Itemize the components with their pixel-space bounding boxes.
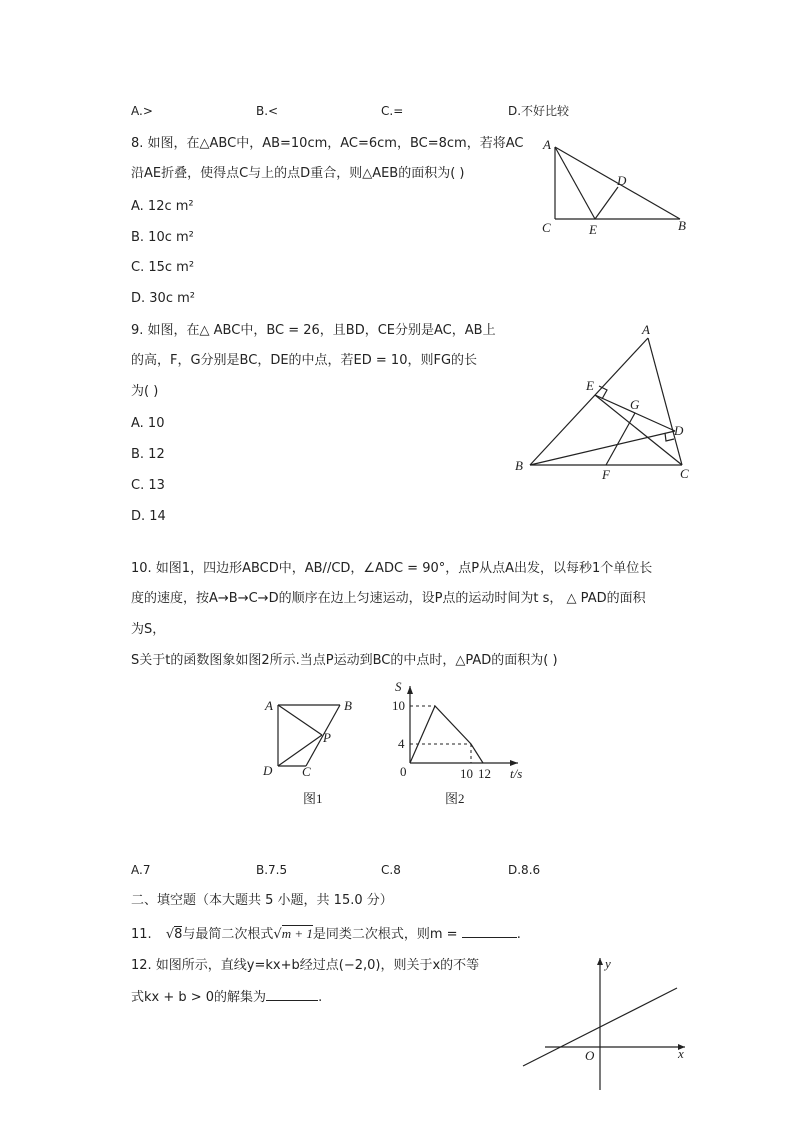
q10-stem-line3: 为S， — [131, 622, 166, 637]
q10-fig2-x-label: t/s — [510, 766, 523, 781]
q10-fig1-label-c: C — [302, 764, 311, 779]
q10-fig2-ytick-4: 4 — [398, 736, 405, 751]
q10-fig2-ytick-10: 10 — [392, 698, 405, 713]
q7-option-a: A.> — [131, 104, 153, 118]
q10-fig1-caption: 图1 — [303, 791, 323, 806]
q10-option-a: A.7 — [131, 863, 151, 877]
q9-label-g: G — [630, 397, 640, 412]
q12-label-x: x — [678, 1046, 684, 1061]
q9-label-c: C — [680, 466, 689, 481]
q12-stem-line2: 式kx + b > 0的解集为 — [131, 990, 267, 1005]
q10-fig2-xtick-10: 10 — [460, 766, 473, 781]
q10-fig1-label-d: D — [263, 763, 273, 778]
q9-label-e: E — [586, 378, 594, 393]
q12-answer-blank[interactable] — [266, 988, 318, 1001]
q8-label-e: E — [589, 222, 597, 237]
q10-fig1-label-p: P — [323, 730, 331, 745]
q8-triangle-figure — [540, 135, 700, 240]
q10-fig2-caption: 图2 — [445, 791, 465, 806]
q11-number: 11. — [131, 927, 152, 942]
q12-label-o: O — [585, 1048, 595, 1063]
q9-label-b: B — [515, 458, 523, 473]
q9-label-f: F — [602, 467, 610, 482]
q10-fig2-origin: 0 — [400, 764, 407, 779]
q11-end: . — [516, 927, 521, 942]
q11-mid: 与最简二次根式 — [182, 927, 274, 942]
q8-label-c: C — [542, 220, 551, 235]
q10-fig1-label-b: B — [344, 698, 352, 713]
q10-stem-line2: 度的速度，按A→B→C→D的顺序在边上匀速运动，设P点的运动时间为t s， △ PAD的面积 — [131, 591, 646, 606]
section2-heading: 二、填空题（本大题共 5 小题，共 15.0 分） — [131, 893, 393, 908]
q9-stem-line2: 的高，F，G分别是BC，DE的中点，若ED = 10，则FG的长 — [131, 353, 478, 368]
q10-stem-line4: S关于t的函数图象如图2所示.当点P运动到BC的中点时，△PAD的面积为( ) — [131, 653, 558, 668]
q12-label-y: y — [605, 956, 611, 971]
q7-option-b: B.< — [256, 104, 279, 118]
q10-option-b: B.7.5 — [256, 863, 288, 877]
q12-stem-line1: 12. 如图所示，直线y=kx+b经过点(−2,0)，则关于x的不等 — [131, 958, 480, 973]
q10-fig1-label-a: A — [265, 698, 273, 713]
sqrt-icon-2: √ — [273, 927, 282, 942]
q8-label-a: A — [543, 137, 551, 152]
sqrt-icon: √ — [165, 927, 175, 942]
q10-figure1-trapezoid — [258, 695, 368, 810]
q11-line — [131, 925, 521, 944]
q9-option-a: A. 10 — [131, 416, 165, 431]
q10-option-d: D.8.6 — [508, 863, 541, 877]
q12-line-figure — [515, 950, 695, 1095]
q12-end: . — [318, 990, 323, 1005]
q9-label-a: A — [642, 322, 650, 337]
q9-stem-line1: 9. 如图，在△ ABC中，BC = 26，且BD，CE分别是AC，AB上 — [131, 323, 496, 338]
q11-suffix: 是同类二次根式，则m = — [312, 927, 462, 942]
q11-radicand2: m + 1 — [281, 926, 313, 941]
q8-stem-line2: 沿AE折叠，使得点C与上的点D重合，则△AEB的面积为( ) — [131, 166, 465, 181]
q10-fig2-xtick-12: 12 — [478, 766, 491, 781]
q7-option-d: D.不好比较 — [508, 104, 570, 118]
q8-stem-line1: 8. 如图，在△ABC中，AB=10cm，AC=6cm，BC=8cm，若将AC — [131, 136, 524, 151]
q8-option-d: D. 30c m² — [131, 291, 195, 306]
q9-option-b: B. 12 — [131, 447, 165, 462]
q9-option-d: D. 14 — [131, 509, 166, 524]
q12-stem-line2-wrap — [131, 988, 322, 1007]
q10-figure2-graph — [390, 678, 540, 810]
q9-label-d: D — [674, 423, 684, 438]
q9-option-c: C. 13 — [131, 478, 165, 493]
q10-option-c: C.8 — [381, 863, 401, 877]
q8-option-a: A. 12c m² — [131, 199, 194, 214]
q7-option-c: C.= — [381, 104, 404, 118]
q8-option-c: C. 15c m² — [131, 260, 195, 275]
q8-label-d: D — [617, 173, 627, 188]
q10-fig2-y-label: S — [395, 679, 402, 694]
q11-radicand1: 8 — [174, 927, 183, 942]
q9-stem-line3: 为( ) — [131, 384, 159, 399]
q10-stem-line1: 10. 如图1，四边形ABCD中，AB//CD，∠ADC = 90°，点P从点A出发，以每秒1个单位长 — [131, 561, 653, 576]
q11-radical2 — [273, 926, 312, 941]
q9-triangle-figure — [510, 320, 700, 485]
q8-option-b: B. 10c m² — [131, 230, 194, 245]
q8-label-b: B — [678, 218, 686, 233]
q11-answer-blank[interactable] — [462, 925, 517, 938]
